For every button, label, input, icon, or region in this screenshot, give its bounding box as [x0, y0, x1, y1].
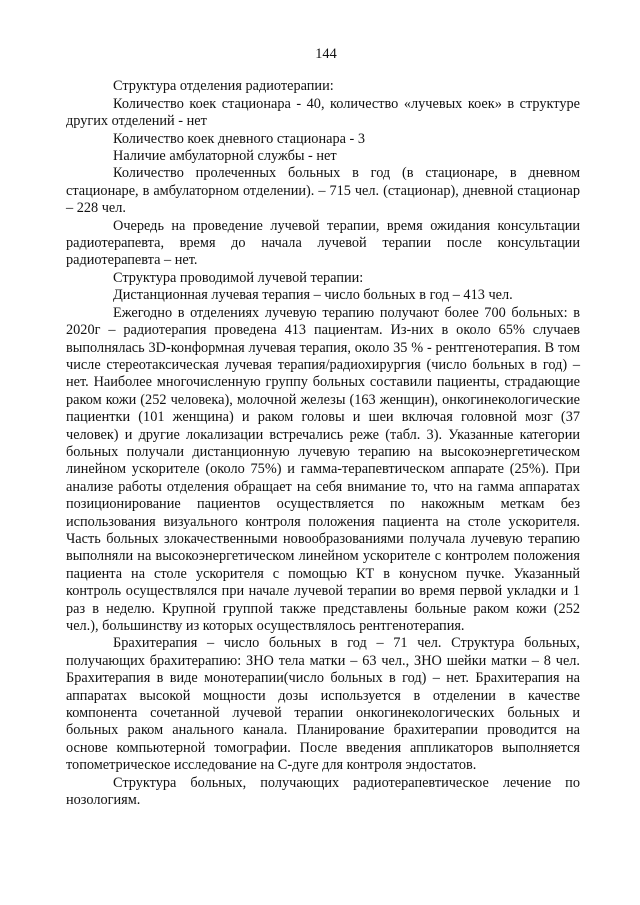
paragraph-therapy-structure: Структура проводимой лучевой терапии:: [113, 269, 364, 286]
paragraph-annual-overview: Ежегодно в отделениях лучевую терапию получают более 700 больных: в 2020г – радиотерапия проведена 413 пациентам. Из-них в около 65% случаев выполнялась 3D-конформная лучевая терапия, около 35 % - рентгенотерапия. В том числе стереотаксическая лучевая терапия/радиохирургия (число больных в год) – нет. Наиболее многочисленную группу больных составили пациенты, страдающие раком кожи (252 человека), молочной железы (163 женщин), онкогинекологические пациентки (101 женщина) и раком головы и шеи включая головной мозг (37 человек) и другие локализации встречались реже (табл. 3). Указанные категории больных получали дистанционную лучевую терапию на высокоэнергетическом линейном ускорителе (около 75%) и гамма-терапевтическом аппарате (25%). При анализе работы отделения обращает на себя внимание то, что на гамма аппаратах позиционирование пациентов осуществляется по накожным меткам без использования визуального контроля положения пациента на столе ускорителя. Часть больных злокачественными новообразованиями получала лучевую терапию выполняли на высокоэнергетическом линейном ускорителе с контролем положения пациента на столе ускорителя с помощью КТ в конусном пучке. Указанный контроль осуществлялся при начале лучевой терапии во время первой укладки и 1 раз в неделю. Крупной группой также представлены больные раком кожи (252 чел.), большинству из которых осуществлялось рентгенотерапия.: [66, 304, 580, 634]
paragraph-nosology-structure: Структура больных, получающих радиотерапевтическое лечение по нозологиям.: [66, 774, 580, 809]
document-page: [66, 46, 580, 809]
paragraph-waiting-queue: Очередь на проведение лучевой терапии, время ожидания консультации радиотерапевта, время до начала лучевой терапии после консультации радиотерапевта – нет.: [66, 217, 580, 269]
paragraph-brachytherapy: Брахитерапия – число больных в год – 71 чел. Структура больных, получающих брахитерапию: ЗНО тела матки – 63 чел., ЗНО шейки матки – 8 чел. Брахитерапия в виде монотерапии(число больных в год) – нет. Брахитерапия на аппаратах высокой мощности дозы используется в отделении в качестве компонента сочетанной лучевой терапии онкогинекологических больных и больных раком анального канала. Планирование брахитерапии проводится на основе компьютерной томографии. После введения аппликаторов выполняется топометрическое исследование на С-дуге для контроля эндостатов.: [66, 635, 580, 774]
paragraph-bed-count: Количество коек стационара - 40, количество «лучевых коек» в структуре других отделений - нет: [66, 95, 580, 130]
paragraph-outpatient-service: Наличие амбулаторной службы - нет: [113, 148, 337, 165]
paragraph-day-hospital-beds: Количество коек дневного стационара - 3: [113, 130, 366, 147]
paragraph-department-structure: Структура отделения радиотерапии:: [113, 78, 334, 95]
paragraph-treated-patients: Количество пролеченных больных в год (в стационаре, в дневном стационаре, в амбулаторном отделении). – 715 чел. (стационар), дневной стационар – 228 чел.: [66, 165, 580, 217]
page-number: 144: [315, 46, 337, 62]
paragraph-external-beam: Дистанционная лучевая терапия – число больных в год – 413 чел.: [113, 287, 513, 304]
